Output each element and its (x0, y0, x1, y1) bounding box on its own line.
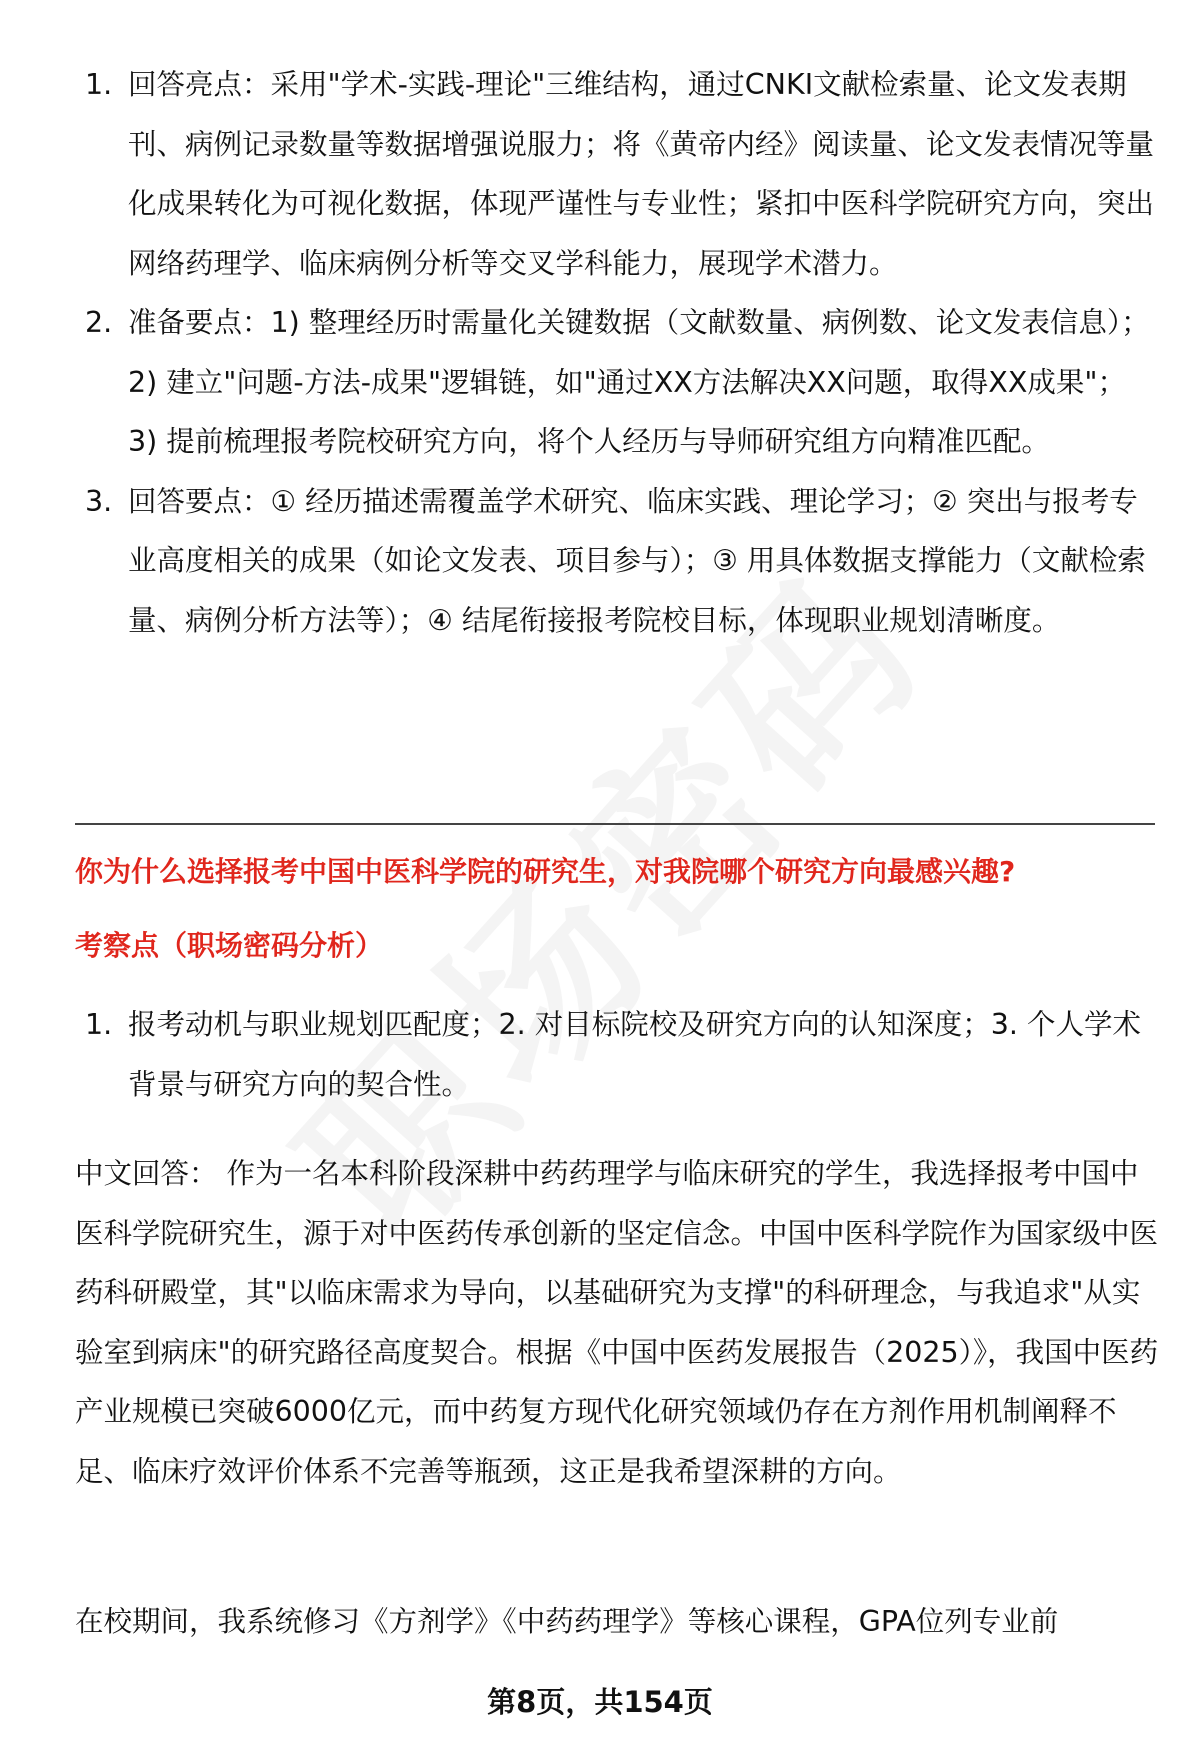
list-item (75, 472, 1155, 651)
list-item (75, 293, 1155, 472)
list-item-text: 回答要点：① 经历描述需覆盖学术研究、临床实践、理论学习；② 突出与报考专业高度相关的成果（如论文发表、项目参与）；③ 用具体数据支撑能力（文献检索量、病例分析方法等）；④ 结尾衔接报考院校目标，体现职业规划清晰度。 (128, 484, 1146, 637)
answer-tips-list (75, 55, 1155, 650)
list-item (75, 55, 1155, 293)
chinese-answer-paragraph: 中文回答： 作为一名本科阶段深耕中药药理学与临床研究的学生，我选择报考中国中医科学院研究生，源于对中医药传承创新的坚定信念。中国中医科学院作为国家级中医药科研殿堂，其"以临床需求为导向，以基础研究为支撑"的科研理念，与我追求"从实验室到病床"的研究路径高度契合。根据《中国中医药发展报告（2025）》，我国中医药产业规模已突破6000亿元，而中药复方现代化研究领域仍存在方剂作用机制阐释不足、临床疗效评价体系不完善等瓶颈，这正是我希望深耕的方向。 (75, 1157, 1159, 1488)
page-footer: 第8页，共154页 (487, 1685, 713, 1719)
list-item (75, 995, 1155, 1114)
list-number: 1. (85, 68, 113, 101)
list-number: 1. (85, 1008, 113, 1041)
list-number: 3. (85, 484, 113, 518)
question-title: 你为什么选择报考中国中医科学院的研究生，对我院哪个研究方向最感兴趣? (75, 855, 1016, 888)
list-item-text: 准备要点：1) 整理经历时需量化关键数据（文献数量、病例数、论文发表信息）；2) 建立"问题-方法-成果"逻辑链，如"通过XX方法解决XX问题，取得XX成果"；3) 提前梳理报考院校研究方向，将个人经历与导师研究组方向精准匹配。 (128, 306, 1150, 458)
list-item-text: 报考动机与职业规划匹配度；2. 对目标院校及研究方向的认知深度；3. 个人学术背景与研究方向的契合性。 (128, 1008, 1142, 1101)
list-item-text: 回答亮点：采用"学术-实践-理论"三维结构，通过CNKI文献检索量、论文发表期刊、病例记录数量等数据增强说服力；将《黄帝内经》阅读量、论文发表情况等量化成果转化为可视化数据，体现严谨性与专业性；紧扣中医科学院研究方向，突出网络药理学、临床病例分析等交叉学科能力，展现学术潜力。 (128, 68, 1155, 280)
list-number: 2. (85, 306, 113, 339)
question-subtitle: 考察点（职场密码分析） (75, 929, 384, 962)
section-2 (75, 995, 1155, 1114)
answer-paragraph-2: 在校期间，我系统修习《方剂学》《中药药理学》等核心课程，GPA位列专业前 (75, 1605, 1059, 1638)
assessment-points-list (75, 995, 1155, 1114)
section-1 (75, 55, 1155, 650)
section-divider (75, 823, 1155, 825)
